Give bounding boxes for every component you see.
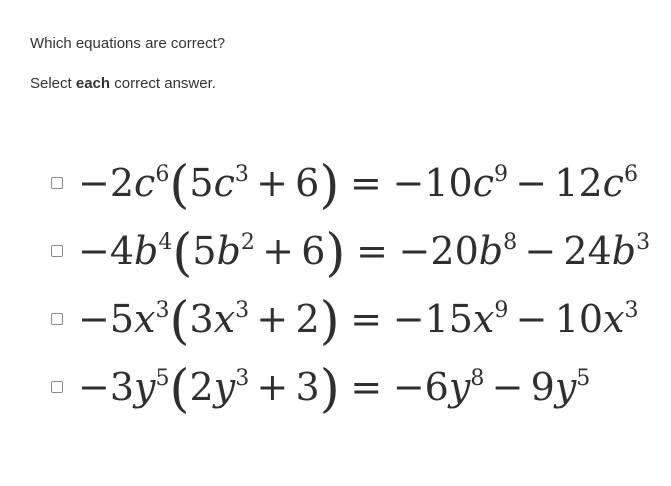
answer-checkbox-3[interactable]	[51, 313, 63, 325]
instruction-prefix: Select	[30, 75, 76, 92]
answer-checkbox-1[interactable]	[51, 177, 63, 189]
answer-options-list	[0, 149, 671, 421]
answer-checkbox-2[interactable]	[51, 245, 63, 257]
answer-option-4	[0, 353, 671, 421]
equation-text-2: $-4b^4(5b^2 + 6) = -20b^8 - 24b^3$	[78, 223, 651, 284]
question-instruction	[30, 76, 671, 91]
question-header	[0, 0, 671, 91]
instruction-emphasis: each	[75, 75, 111, 92]
answer-option-1	[0, 149, 671, 217]
answer-checkbox-4[interactable]	[51, 381, 63, 393]
equation-text-3: $-5x^3(3x^3 + 2) = -15x^9 - 10x^3$	[78, 291, 639, 352]
equation-text-4: $-3y^5(2y^3 + 3) = -6y^8 - 9y^5$	[78, 359, 591, 420]
question-title: Which equations are correct?	[30, 35, 226, 52]
instruction-suffix: correct answer.	[110, 75, 216, 92]
equation-text-1: $-2c^6(5c^3 + 6) = -10c^9 - 12c^6$	[78, 155, 638, 216]
answer-option-2	[0, 217, 671, 285]
answer-option-3	[0, 285, 671, 353]
